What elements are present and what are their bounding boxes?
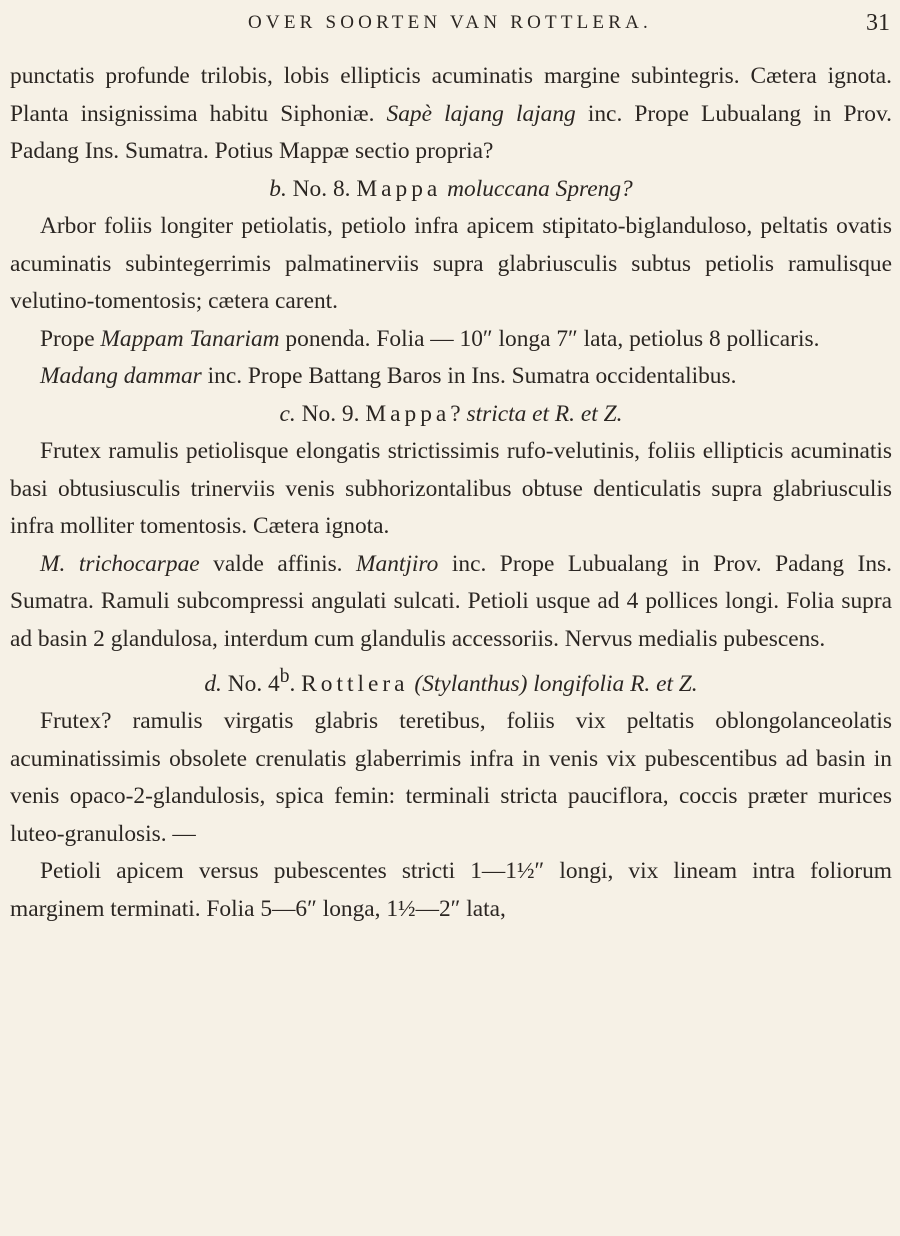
specimen-number: No. 9.: [295, 400, 366, 427]
text-run: Prope: [40, 325, 101, 352]
genus-name: Mappa: [365, 400, 451, 427]
specimen-number: No. 8.: [286, 175, 357, 202]
paragraph-notes-d: Petioli apicem versus pubescentes stricti 1—1½″ longi, vix lineam intra foliorum marginem terminati. Folia 5—6″ longa, 1½—2″ lata,: [10, 858, 892, 922]
page-number: 31: [866, 10, 890, 36]
text-run: inc. Prope Battang Baros in Ins. Sumatra occidentalibus.: [201, 363, 737, 389]
specimen-number: No. 4: [221, 670, 280, 697]
species-name: stricta et R. et Z.: [466, 400, 623, 427]
paragraph-diagnosis-d: Frutex? ramulis virgatis glabris teretibus, foliis vix peltatis oblongolanceolatis acuminatissimis obsolete crenulatis glaberrimis infra in venis vix pubescentibus ad basin in venis opaco-2-glandulosis, spica femin: terminali stricta pauciflora, coccis præter murices luteo-granulosis. —: [10, 708, 892, 847]
vernacular-name: Sapè lajang lajang: [386, 100, 576, 127]
paragraph-diagnosis-c: Frutex ramulis petiolisque elongatis strictissimis rufo-velutinis, foliis ellipticis acuminatis basi obtusiusculis trinerviis venis subhorizontalibus obtuse denticulatis supra glabriusculis infra molliter tomentosis. Cætera ignota.: [10, 438, 892, 539]
paragraph-notes-b: [10, 321, 892, 359]
species-heading-c: [10, 396, 892, 434]
text-run: ponenda. Folia — 10″ longa 7″ lata, petiolus 8 pollicaris.: [279, 325, 820, 352]
entry-letter: b.: [269, 175, 287, 202]
page-header: [0, 8, 900, 40]
text-run: inc. Prope Lubualang in Prov. Padang Ins. Sumatra. Potius Mappæ sectio propria?: [10, 100, 892, 164]
text-run: punctatis profunde trilobis, lobis ellipticis acuminatis margine subintegris. Cætera ignota. Planta insignissima habitu Siphoniæ.: [10, 63, 892, 127]
species-reference: M. trichocarpae: [40, 550, 200, 577]
species-heading-d: [10, 658, 892, 703]
paragraph-diagnosis-b: Arbor foliis longiter petiolatis, petiolo infra apicem stipitato-biglanduloso, peltatis ovatis acuminatis subintegerrimis palmatinerviis supra glabriusculis subtus petiolis ramulisque velutino-tomentosis; cætera carent.: [10, 213, 892, 314]
vernacular-name: Madang dammar: [40, 363, 202, 389]
paragraph-locality-b: [10, 358, 892, 396]
species-heading-b: [10, 171, 892, 209]
paragraph-notes-c: [10, 546, 892, 659]
running-head: OVER SOORTEN VAN ROTTLERA.: [248, 12, 652, 33]
entry-letter: d.: [204, 670, 222, 697]
genus-name: Mappa: [356, 175, 442, 202]
species-name: moluccana Spreng?: [441, 175, 633, 202]
paragraph-description-continued: [10, 58, 892, 171]
species-name: longifolia R. et Z.: [527, 670, 698, 697]
text-run: inc. Prope Lubualang in Prov. Padang Ins. Sumatra. Ramuli subcompressi angulati sulcati. Petioli usque ad 4 pollices longi. Folia supra ad basin 2 glandulosa, interdum cum glandulis accessoriis. Nervus medialis pubescens.: [10, 550, 892, 652]
subgenus-name: (Stylanthus): [408, 670, 528, 697]
species-reference: Mappam Tanariam: [100, 325, 280, 352]
entry-letter: c.: [279, 400, 296, 427]
vernacular-name: Mantjiro: [356, 550, 439, 577]
query-mark: ?: [450, 400, 467, 427]
genus-name: Rottlera: [301, 670, 409, 697]
text-run: valde affinis.: [199, 550, 357, 577]
specimen-number-superscript: b: [279, 666, 290, 687]
page-body: [10, 58, 892, 928]
punctuation: .: [289, 670, 302, 697]
